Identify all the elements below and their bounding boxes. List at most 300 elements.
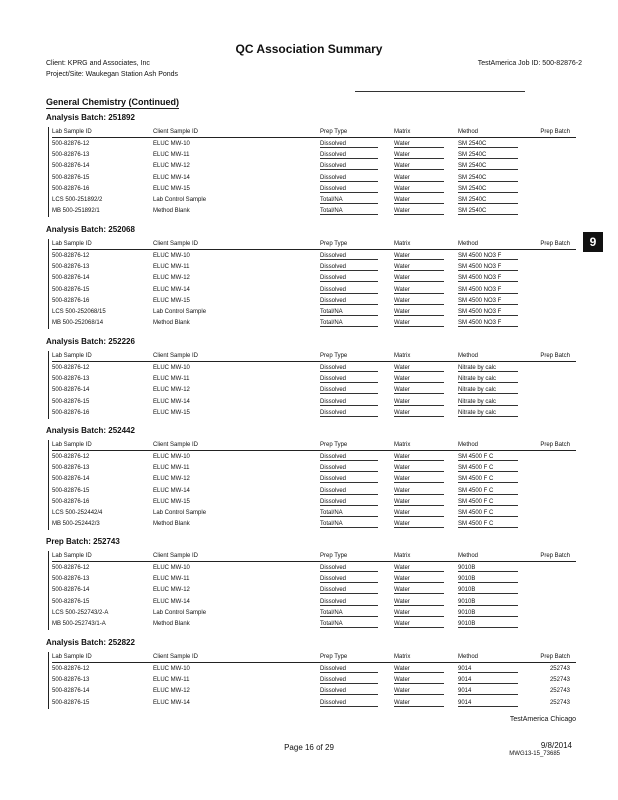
cell-method: Nitrate by calc xyxy=(458,409,497,416)
column-header-prep-batch: Prep Batch xyxy=(540,553,570,559)
cell-method: 9014 xyxy=(458,699,472,706)
cell-method: 9010B xyxy=(458,621,476,627)
cell-prep-type: Dissolved xyxy=(320,587,347,594)
table-row xyxy=(52,519,576,529)
cell-prep-type: Total/NA xyxy=(320,309,343,315)
table-row xyxy=(52,408,576,418)
batch-heading: Analysis Batch: 252442 xyxy=(46,426,135,435)
row-underline xyxy=(320,192,378,193)
cell-method: SM 2540C xyxy=(458,163,487,170)
column-header-client-sample-id: Client Sample ID xyxy=(153,553,199,559)
page-title: QC Association Summary xyxy=(235,42,383,56)
row-underline xyxy=(320,158,378,159)
table-row xyxy=(52,318,576,328)
cell-matrix: Water xyxy=(394,275,410,282)
cell-matrix: Water xyxy=(394,521,410,528)
cell-method: SM 2540C xyxy=(458,208,487,215)
cell-prep-type: Dissolved xyxy=(320,264,347,271)
cell-prep-type: Total/NA xyxy=(320,320,343,327)
cell-method: 9010B xyxy=(458,598,476,605)
cell-client-sample-id: Lab Control Sample xyxy=(153,309,207,315)
cell-prep-batch: 252743 xyxy=(549,666,570,672)
row-underline xyxy=(320,293,378,294)
table-row xyxy=(52,597,576,607)
cell-prep-batch: 252743 xyxy=(549,677,570,684)
cell-prep-type: Dissolved xyxy=(320,454,347,460)
table-header xyxy=(52,239,576,250)
cell-lab-sample-id: MB 500-252743/1-A xyxy=(52,621,106,627)
column-header-method: Method xyxy=(458,241,479,247)
cell-matrix: Water xyxy=(394,487,410,494)
column-header-matrix: Matrix xyxy=(394,129,411,135)
cell-matrix: Water xyxy=(394,208,410,215)
column-header-matrix: Matrix xyxy=(394,241,411,247)
table-row xyxy=(52,664,576,674)
cell-lab-sample-id: 500-82876-15 xyxy=(52,487,90,494)
page-number: Page 16 of 29 xyxy=(284,743,334,752)
row-underline xyxy=(320,593,378,594)
table-row xyxy=(52,296,576,306)
table-row xyxy=(52,262,576,272)
table-header xyxy=(52,440,576,451)
row-underline xyxy=(458,571,518,572)
row-underline xyxy=(458,405,518,406)
row-underline xyxy=(394,582,444,583)
cell-lab-sample-id: 500-82876-15 xyxy=(52,398,90,405)
row-underline xyxy=(458,616,518,617)
cell-matrix: Water xyxy=(394,398,410,405)
cell-matrix: Water xyxy=(394,498,410,505)
table-row xyxy=(52,486,576,496)
cell-lab-sample-id: 500-82876-14 xyxy=(52,476,90,483)
row-underline xyxy=(320,382,378,383)
cell-method: Nitrate by calc xyxy=(458,387,497,394)
column-header-method: Method xyxy=(458,129,479,135)
row-underline xyxy=(320,169,378,170)
cell-prep-type: Dissolved xyxy=(320,297,347,304)
cell-matrix: Water xyxy=(394,598,410,605)
cell-method: SM 2540C xyxy=(458,185,487,192)
cell-matrix: Water xyxy=(394,465,410,472)
table-row xyxy=(52,619,576,629)
cell-method: 9014 xyxy=(458,677,472,684)
cell-prep-type: Dissolved xyxy=(320,576,347,583)
row-underline xyxy=(320,304,378,305)
table-row xyxy=(52,474,576,484)
cell-method: SM 4500 F C xyxy=(458,454,494,460)
row-underline xyxy=(394,505,444,506)
cell-prep-type: Dissolved xyxy=(320,253,347,259)
table-header xyxy=(52,127,576,138)
column-header-prep-type: Prep Type xyxy=(320,129,348,135)
cell-prep-type: Dissolved xyxy=(320,476,347,483)
cell-prep-type: Dissolved xyxy=(320,174,347,181)
cell-client-sample-id: Method Blank xyxy=(153,320,190,327)
row-underline xyxy=(394,304,444,305)
cell-lab-sample-id: LCS 500-252743/2-A xyxy=(52,609,109,616)
row-underline xyxy=(394,393,444,394)
cell-method: 9014 xyxy=(458,666,472,672)
row-underline xyxy=(320,694,378,695)
row-underline xyxy=(458,516,518,517)
table-row xyxy=(52,508,576,518)
cell-lab-sample-id: MB 500-251892/1 xyxy=(52,208,100,215)
cell-lab-sample-id: 500-82876-16 xyxy=(52,498,90,505)
table-row xyxy=(52,285,576,295)
cell-client-sample-id: ELUC MW-12 xyxy=(153,688,190,695)
cell-method: SM 4500 NO3 F xyxy=(458,297,502,304)
cell-lab-sample-id: 500-82876-13 xyxy=(52,152,90,159)
table-row xyxy=(52,173,576,183)
cell-matrix: Water xyxy=(394,688,410,695)
column-header-prep-batch: Prep Batch xyxy=(540,442,570,448)
batch-table xyxy=(48,551,576,630)
table-left-border xyxy=(48,652,49,709)
column-header-prep-batch: Prep Batch xyxy=(540,129,570,135)
row-underline xyxy=(320,371,378,372)
cell-prep-type: Total/NA xyxy=(320,197,343,203)
row-underline xyxy=(320,505,378,506)
cell-lab-sample-id: 500-82876-13 xyxy=(52,677,90,684)
column-header-client-sample-id: Client Sample ID xyxy=(153,241,199,247)
cell-method: 9010B xyxy=(458,609,476,616)
row-underline xyxy=(458,582,518,583)
cell-client-sample-id: ELUC MW-14 xyxy=(153,598,190,605)
table-header xyxy=(52,351,576,362)
cell-lab-sample-id: MB 500-252068/14 xyxy=(52,320,104,327)
row-underline xyxy=(458,694,518,695)
column-header-prep-batch: Prep Batch xyxy=(540,654,570,660)
row-underline xyxy=(320,616,378,617)
cell-lab-sample-id: 500-82876-16 xyxy=(52,185,90,192)
cell-prep-type: Dissolved xyxy=(320,286,347,293)
cell-prep-type: Dissolved xyxy=(320,699,347,706)
cell-matrix: Water xyxy=(394,320,410,327)
row-underline xyxy=(394,158,444,159)
cell-matrix: Water xyxy=(394,286,410,293)
row-underline xyxy=(394,516,444,517)
cell-method: SM 4500 F C xyxy=(458,465,494,472)
row-underline xyxy=(458,505,518,506)
cell-client-sample-id: ELUC MW-11 xyxy=(153,677,190,684)
cell-method: 9010B xyxy=(458,587,476,594)
row-underline xyxy=(458,683,518,684)
cell-prep-type: Dissolved xyxy=(320,185,347,192)
column-header-lab-sample-id: Lab Sample ID xyxy=(52,654,92,660)
cell-client-sample-id: ELUC MW-10 xyxy=(153,253,190,259)
row-underline xyxy=(394,706,444,707)
cell-matrix: Water xyxy=(394,264,410,271)
job-id: TestAmerica Job ID: 500-82876-2 xyxy=(477,60,582,67)
row-underline xyxy=(320,627,378,628)
cell-client-sample-id: Lab Control Sample xyxy=(153,510,207,516)
batch-heading: Analysis Batch: 252226 xyxy=(46,337,135,346)
row-underline xyxy=(394,169,444,170)
row-underline xyxy=(320,416,378,417)
table-row xyxy=(52,139,576,149)
batch-table xyxy=(48,652,576,709)
batch-table xyxy=(48,351,576,419)
cell-matrix: Water xyxy=(394,510,410,516)
table-row xyxy=(52,497,576,507)
cell-prep-type: Dissolved xyxy=(320,565,347,571)
row-underline xyxy=(458,304,518,305)
cell-method: SM 4500 NO3 F xyxy=(458,309,502,315)
cell-client-sample-id: ELUC MW-14 xyxy=(153,174,190,181)
row-underline xyxy=(394,471,444,472)
cell-client-sample-id: ELUC MW-10 xyxy=(153,666,190,672)
batch-heading: Prep Batch: 252743 xyxy=(46,537,120,546)
row-underline xyxy=(458,482,518,483)
row-underline xyxy=(394,405,444,406)
cell-prep-type: Dissolved xyxy=(320,163,347,170)
cell-client-sample-id: ELUC MW-14 xyxy=(153,487,190,494)
cell-lab-sample-id: LCS 500-252068/15 xyxy=(52,309,106,315)
cell-matrix: Water xyxy=(394,152,410,159)
cell-client-sample-id: ELUC MW-12 xyxy=(153,476,190,483)
row-underline xyxy=(458,293,518,294)
row-underline xyxy=(458,147,518,148)
cell-method: SM 2540C xyxy=(458,141,487,147)
cell-prep-type: Dissolved xyxy=(320,498,347,505)
row-underline xyxy=(320,605,378,606)
column-header-matrix: Matrix xyxy=(394,654,411,660)
cell-lab-sample-id: 500-82876-16 xyxy=(52,297,90,304)
cell-lab-sample-id: 500-82876-16 xyxy=(52,409,90,416)
cell-prep-type: Dissolved xyxy=(320,275,347,282)
row-underline xyxy=(458,527,518,528)
cell-prep-type: Dissolved xyxy=(320,688,347,695)
table-row xyxy=(52,585,576,595)
table-header xyxy=(52,652,576,663)
cell-lab-sample-id: MB 500-252442/3 xyxy=(52,521,100,528)
row-underline xyxy=(394,192,444,193)
table-left-border xyxy=(48,551,49,630)
table-row xyxy=(52,452,576,462)
column-header-method: Method xyxy=(458,654,479,660)
row-underline xyxy=(320,706,378,707)
row-underline xyxy=(320,482,378,483)
row-underline xyxy=(320,405,378,406)
row-underline xyxy=(458,315,518,316)
cell-prep-batch: 252743 xyxy=(549,688,570,695)
row-underline xyxy=(320,527,378,528)
cell-prep-type: Dissolved xyxy=(320,677,347,684)
row-underline xyxy=(394,293,444,294)
column-header-matrix: Matrix xyxy=(394,353,411,359)
table-row xyxy=(52,397,576,407)
cell-client-sample-id: ELUC MW-11 xyxy=(153,576,190,583)
project-site: Project/Site: Waukegan Station Ash Ponds xyxy=(46,71,179,78)
column-header-client-sample-id: Client Sample ID xyxy=(153,442,199,448)
row-underline xyxy=(458,214,518,215)
row-underline xyxy=(394,605,444,606)
cell-client-sample-id: ELUC MW-15 xyxy=(153,498,190,505)
cell-client-sample-id: ELUC MW-11 xyxy=(153,152,190,159)
row-underline xyxy=(394,315,444,316)
row-underline xyxy=(394,147,444,148)
cell-matrix: Water xyxy=(394,576,410,583)
row-underline xyxy=(320,270,378,271)
column-header-prep-type: Prep Type xyxy=(320,353,348,359)
row-underline xyxy=(320,393,378,394)
row-underline xyxy=(320,181,378,182)
table-row xyxy=(52,363,576,373)
table-row xyxy=(52,273,576,283)
row-underline xyxy=(394,571,444,572)
cell-method: 9010B xyxy=(458,576,476,583)
cell-matrix: Water xyxy=(394,677,410,684)
cell-lab-sample-id: LCS 500-251892/2 xyxy=(52,197,103,203)
row-underline xyxy=(458,181,518,182)
column-header-method: Method xyxy=(458,353,479,359)
cell-prep-type: Dissolved xyxy=(320,398,347,405)
cell-method: SM 4500 NO3 F xyxy=(458,286,502,293)
cell-prep-type: Dissolved xyxy=(320,598,347,605)
cell-lab-sample-id: 500-82876-14 xyxy=(52,688,90,695)
row-underline xyxy=(320,460,378,461)
cell-method: Nitrate by calc xyxy=(458,376,497,383)
table-row xyxy=(52,563,576,573)
column-header-method: Method xyxy=(458,553,479,559)
cell-method: Nitrate by calc xyxy=(458,398,497,405)
cell-matrix: Water xyxy=(394,163,410,170)
table-row xyxy=(52,251,576,261)
table-row xyxy=(52,307,576,317)
cell-lab-sample-id: 500-82876-15 xyxy=(52,598,90,605)
row-underline xyxy=(458,605,518,606)
document-id: MWG13-15_73685 xyxy=(509,751,560,757)
row-underline xyxy=(394,326,444,327)
row-underline xyxy=(320,683,378,684)
cell-method: SM 4500 NO3 F xyxy=(458,275,502,282)
row-underline xyxy=(320,259,378,260)
cell-prep-type: Total/NA xyxy=(320,621,343,627)
cell-method: SM 4500 NO3 F xyxy=(458,264,502,271)
row-underline xyxy=(458,460,518,461)
cell-method: SM 2540C xyxy=(458,197,487,203)
table-row xyxy=(52,698,576,708)
cell-client-sample-id: Lab Control Sample xyxy=(153,609,207,616)
column-header-lab-sample-id: Lab Sample ID xyxy=(52,129,92,135)
section-tab-badge: 9 xyxy=(583,232,603,252)
cell-lab-sample-id: 500-82876-13 xyxy=(52,264,90,271)
table-row xyxy=(52,374,576,384)
row-underline xyxy=(320,672,378,673)
cell-client-sample-id: Method Blank xyxy=(153,521,190,528)
cell-client-sample-id: ELUC MW-12 xyxy=(153,587,190,594)
footer-lab-name: TestAmerica Chicago xyxy=(509,716,576,723)
cell-client-sample-id: ELUC MW-14 xyxy=(153,699,190,706)
cell-lab-sample-id: 500-82876-15 xyxy=(52,699,90,706)
row-underline xyxy=(320,326,378,327)
column-header-prep-type: Prep Type xyxy=(320,654,348,660)
row-underline xyxy=(394,527,444,528)
table-row xyxy=(52,195,576,205)
column-header-prep-batch: Prep Batch xyxy=(540,241,570,247)
row-underline xyxy=(394,270,444,271)
cell-matrix: Water xyxy=(394,185,410,192)
row-underline xyxy=(320,214,378,215)
cell-matrix: Water xyxy=(394,699,410,706)
table-row xyxy=(52,184,576,194)
cell-client-sample-id: ELUC MW-12 xyxy=(153,387,190,394)
row-underline xyxy=(320,571,378,572)
batch-heading: Analysis Batch: 252068 xyxy=(46,225,135,234)
cell-matrix: Water xyxy=(394,565,410,571)
cell-lab-sample-id: 500-82876-13 xyxy=(52,376,90,383)
cell-lab-sample-id: 500-82876-15 xyxy=(52,174,90,181)
cell-method: 9010B xyxy=(458,565,476,571)
row-underline xyxy=(394,416,444,417)
cell-client-sample-id: ELUC MW-10 xyxy=(153,454,190,460)
column-header-lab-sample-id: Lab Sample ID xyxy=(52,241,92,247)
cell-client-sample-id: ELUC MW-15 xyxy=(153,297,190,304)
cell-lab-sample-id: 500-82876-12 xyxy=(52,253,90,259)
column-header-lab-sample-id: Lab Sample ID xyxy=(52,353,92,359)
row-underline xyxy=(394,203,444,204)
cell-client-sample-id: Lab Control Sample xyxy=(153,197,207,203)
row-underline xyxy=(394,672,444,673)
cell-method: 9014 xyxy=(458,688,472,695)
row-underline xyxy=(458,203,518,204)
row-underline xyxy=(394,214,444,215)
cell-lab-sample-id: 500-82876-12 xyxy=(52,365,90,371)
cell-matrix: Water xyxy=(394,253,410,259)
column-header-matrix: Matrix xyxy=(394,553,411,559)
cell-client-sample-id: ELUC MW-12 xyxy=(153,275,190,282)
column-header-client-sample-id: Client Sample ID xyxy=(153,129,199,135)
cell-method: SM 2540C xyxy=(458,152,487,159)
cell-lab-sample-id: 500-82876-14 xyxy=(52,275,90,282)
cell-prep-type: Dissolved xyxy=(320,141,347,147)
cell-lab-sample-id: 500-82876-12 xyxy=(52,666,90,672)
row-underline xyxy=(320,147,378,148)
cell-matrix: Water xyxy=(394,454,410,460)
table-row xyxy=(52,675,576,685)
column-header-lab-sample-id: Lab Sample ID xyxy=(52,553,92,559)
cell-method: SM 4500 F C xyxy=(458,487,494,494)
cell-client-sample-id: ELUC MW-14 xyxy=(153,398,190,405)
cell-prep-type: Dissolved xyxy=(320,152,347,159)
table-row xyxy=(52,608,576,618)
cell-prep-type: Dissolved xyxy=(320,387,347,394)
column-header-client-sample-id: Client Sample ID xyxy=(153,353,199,359)
cell-matrix: Water xyxy=(394,609,410,616)
row-underline xyxy=(394,259,444,260)
table-left-border xyxy=(48,127,49,217)
cell-method: SM 4500 F C xyxy=(458,476,494,483)
cell-matrix: Water xyxy=(394,476,410,483)
cell-lab-sample-id: 500-82876-12 xyxy=(52,565,90,571)
cell-lab-sample-id: 500-82876-12 xyxy=(52,454,90,460)
column-header-prep-type: Prep Type xyxy=(320,553,348,559)
row-underline xyxy=(458,593,518,594)
row-underline xyxy=(394,627,444,628)
batch-table xyxy=(48,127,576,217)
column-header-lab-sample-id: Lab Sample ID xyxy=(52,442,92,448)
cell-method: SM 4500 NO3 F xyxy=(458,320,502,327)
row-underline xyxy=(458,393,518,394)
table-left-border xyxy=(48,239,49,329)
batch-heading: Analysis Batch: 252822 xyxy=(46,638,135,647)
cell-client-sample-id: Method Blank xyxy=(153,621,190,627)
table-left-border xyxy=(48,351,49,419)
table-row xyxy=(52,150,576,160)
cell-client-sample-id: ELUC MW-11 xyxy=(153,465,190,472)
cell-prep-type: Total/NA xyxy=(320,521,343,528)
table-header xyxy=(52,551,576,562)
